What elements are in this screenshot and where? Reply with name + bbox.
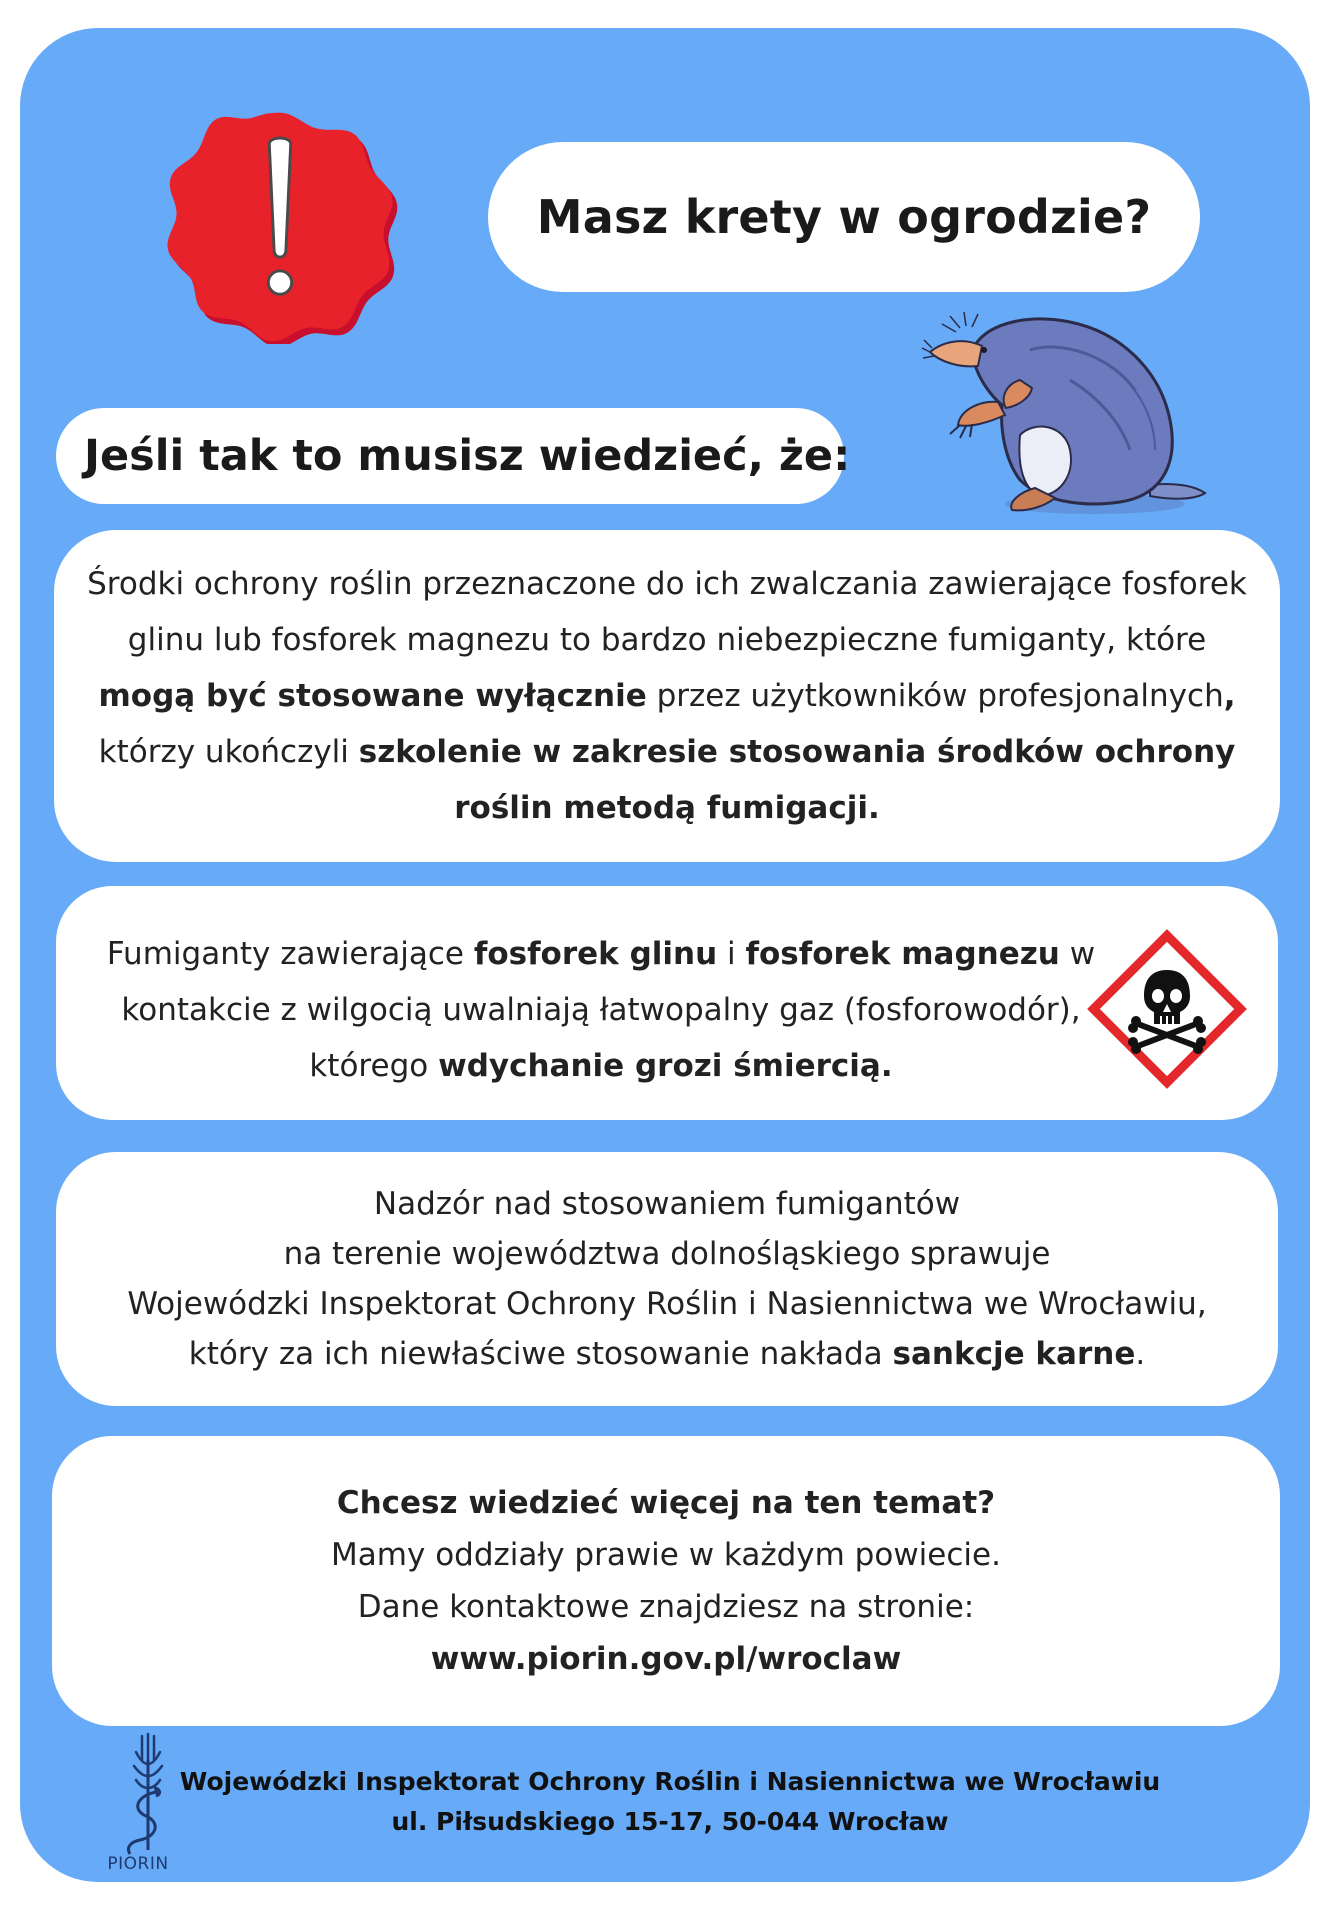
- info-text-danger: [76, 926, 1126, 1094]
- mole-illustration: [920, 310, 1220, 520]
- info-card-restricted-use: [54, 530, 1280, 862]
- text-segment-bold: ,: [1223, 678, 1236, 714]
- text-segment-bold: sankcje karne: [892, 1336, 1136, 1372]
- text-segment-bold: fosforek glinu: [473, 936, 718, 972]
- text-line: na terenie województwa dolnośląskiego sprawuje: [283, 1236, 1051, 1272]
- text-line: który za ich niewłaściwe stosowanie nakłada: [188, 1336, 893, 1372]
- subheader-card: [56, 408, 851, 504]
- text-segment: .: [1135, 1336, 1146, 1372]
- footer-street: ul. Piłsudskiego 15-17, 50-044 Wrocław: [391, 1807, 949, 1836]
- page-title: Masz krety w ogrodzie?: [536, 190, 1152, 244]
- text-segment-bold: szkolenie w zakresie stosowania środków ochrony roślin metodą fumigacji.: [358, 734, 1236, 826]
- contact-question: Chcesz wiedzieć więcej na ten temat?: [336, 1485, 996, 1521]
- warning-burst-icon: [158, 100, 402, 344]
- piorin-logo-icon: [96, 1730, 176, 1872]
- footer-institution: Wojewódzki Inspektorat Ochrony Roślin i Nasiennictwa we Wrocławiu: [179, 1767, 1161, 1796]
- text-segment: i: [717, 936, 746, 972]
- text-line: Dane kontaktowe znajdziesz na stronie:: [357, 1589, 975, 1625]
- info-text-supervision: [127, 1179, 1206, 1379]
- info-text-restricted-use: [82, 556, 1252, 836]
- text-segment-bold: mogą być stosowane wyłącznie: [98, 678, 647, 714]
- info-card-contact: [52, 1436, 1280, 1726]
- text-segment: którzy ukończyli: [98, 734, 359, 770]
- subheader: Jeśli tak to musisz wiedzieć, że:: [84, 431, 851, 481]
- text-segment-bold: fosforek magnezu: [745, 936, 1060, 972]
- website-link[interactable]: www.piorin.gov.pl/wroclaw: [430, 1641, 902, 1677]
- info-card-supervision: [56, 1152, 1278, 1406]
- text-segment-bold: wdychanie grozi śmiercią.: [438, 1048, 893, 1084]
- text-line: Wojewódzki Inspektorat Ochrony Roślin i Nasiennictwa we Wrocławiu,: [127, 1286, 1207, 1322]
- text-segment: przez użytkowników profesjonalnych: [646, 678, 1224, 714]
- text-segment: Środki ochrony roślin przeznaczone do ich zwalczania zawierające fosforek glinu lub fosforek magnezu to bardzo niebezpieczne fumiganty, które: [87, 566, 1247, 658]
- piorin-logo-text: PIORIN: [107, 1854, 169, 1874]
- toxic-skull-hazard-icon: [1086, 928, 1248, 1090]
- text-segment: w kontakcie z wilgocią uwalniają łatwopalny gaz (fosforowodór), którego: [121, 936, 1096, 1084]
- text-segment: Fumiganty zawierające: [106, 936, 474, 972]
- info-text-contact: [331, 1477, 1001, 1685]
- footer-address: [170, 1762, 1170, 1842]
- text-line: Mamy oddziały prawie w każdym powiecie.: [331, 1537, 1001, 1573]
- text-line: Nadzór nad stosowaniem fumigantów: [373, 1186, 961, 1222]
- title-card: [488, 142, 1200, 292]
